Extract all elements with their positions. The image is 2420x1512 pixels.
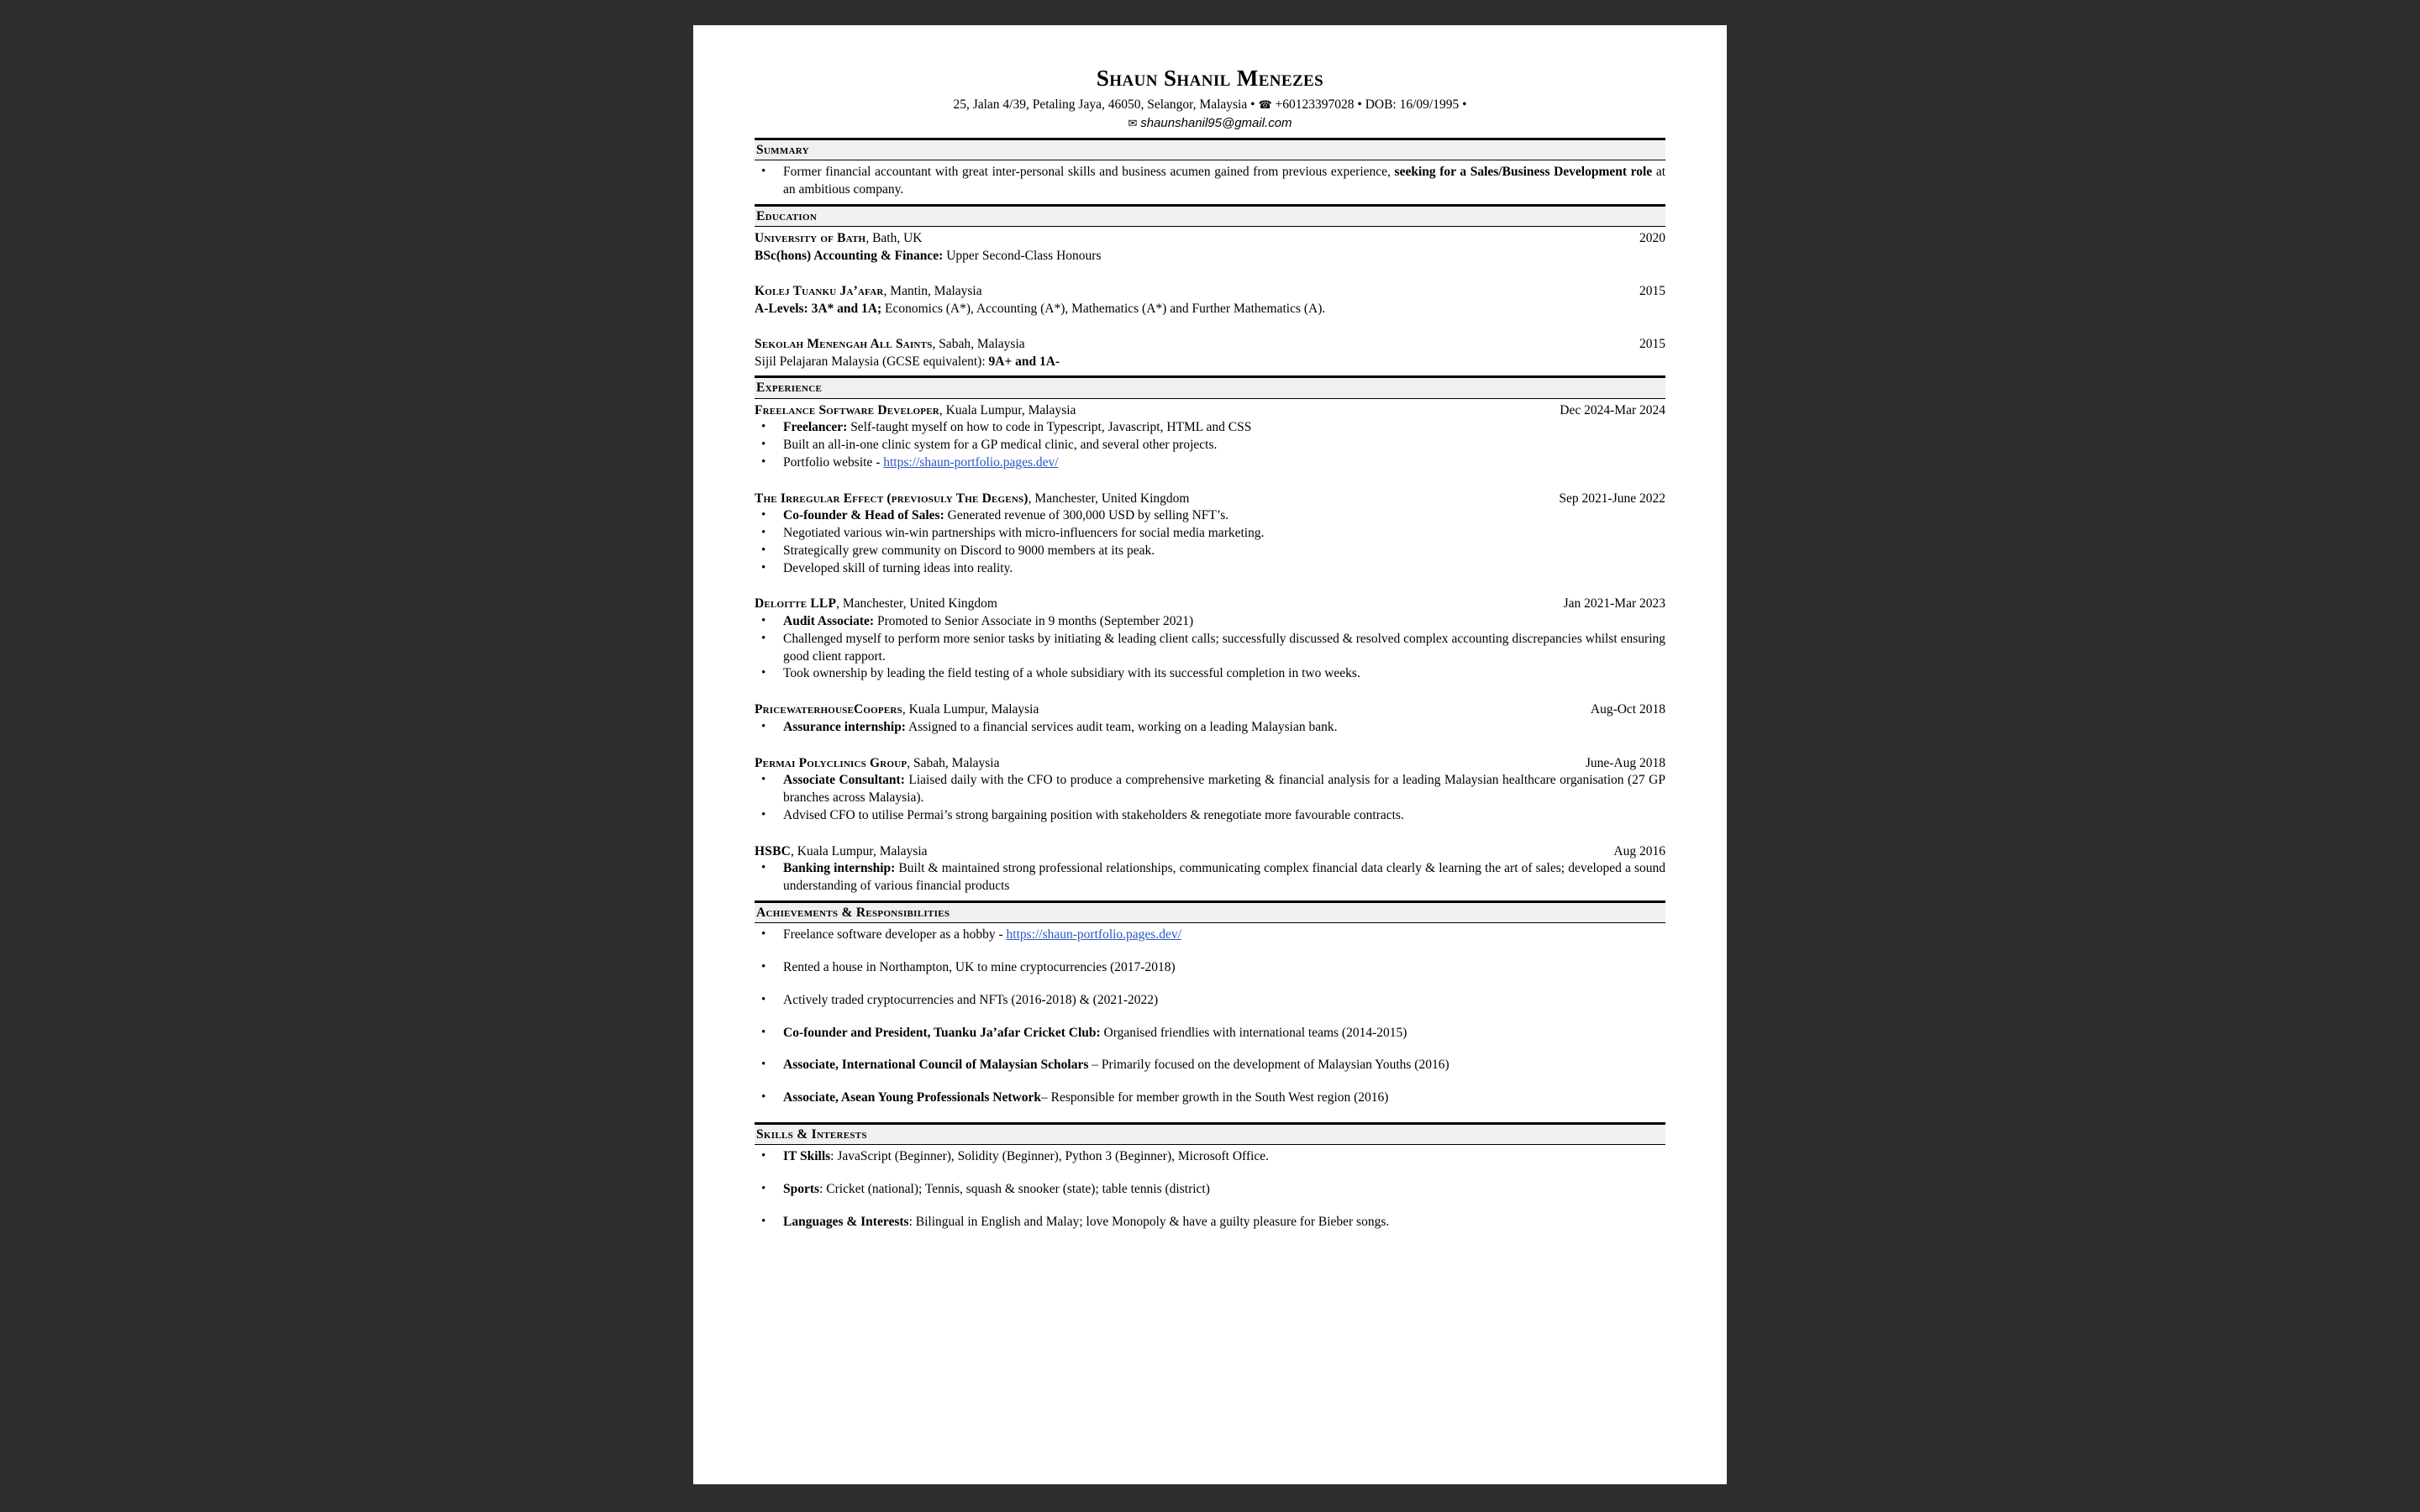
bullet-item <box>755 992 1665 1010</box>
body-text: Former financial accountant with great inter-personal skills and business acumen gained from previous experience, <box>783 165 1395 180</box>
body-text: Rented a house in Northampton, UK to mine cryptocurrencies (2017-2018) <box>783 959 1176 974</box>
body-text: Advised CFO to utilise Permai’s strong bargaining position with stakeholders & renegotiate more favourable contracts. <box>783 807 1404 822</box>
contact-line-1 <box>755 96 1665 114</box>
degree-title: A-Levels: 3A* and 1A; <box>755 301 882 316</box>
experience-entry-head <box>755 402 1665 419</box>
emphasis-text: seeking for a Sales/Business Development role <box>1394 165 1653 180</box>
company-name: Freelance Software Developer, Kuala Lumpur, Malaysia <box>755 402 1076 417</box>
body-text: Portfolio website - <box>783 454 884 470</box>
body-text: at an ambitious company. <box>783 165 1666 197</box>
experience-entry-head <box>755 491 1665 507</box>
entry-spacer <box>755 683 1665 701</box>
institution-location: , Sabah, Malaysia <box>932 337 1025 352</box>
body-text: Developed skill of turning ideas into reality. <box>783 560 1013 575</box>
body-text: Promoted to Senior Associate in 9 months (September 2021) <box>874 613 1194 628</box>
bullet-item <box>755 164 1665 199</box>
bullet-item <box>755 719 1665 737</box>
experience-bullet-list <box>755 860 1665 895</box>
bullet-item <box>755 807 1665 825</box>
bullet-item <box>755 507 1665 525</box>
degree-result: Upper Second-Class Honours <box>943 248 1102 263</box>
separator-bullet: • <box>1357 97 1362 113</box>
body-text: Generated revenue of 300,000 USD by selling NFT’s. <box>944 508 1229 523</box>
body-text: – Primarily focused on the development of Malaysian Youths (2016) <box>1088 1058 1449 1073</box>
bullet-item <box>755 1214 1665 1231</box>
body-text: Negotiated various win-win partnerships with micro-influencers for social media marketing. <box>783 525 1265 540</box>
email-address: shaunshanil95@gmail.com <box>1140 116 1292 131</box>
bullet-item <box>755 959 1665 977</box>
candidate-name: Shaun Shanil Menezes <box>1096 66 1324 91</box>
experience-bullet-list <box>755 507 1665 577</box>
body-text: Strategically grew community on Discord to 9000 members at its peak. <box>783 543 1155 558</box>
entry-spacer <box>755 318 1665 336</box>
portfolio-link[interactable]: https://shaun-portfolio.pages.dev/ <box>1006 927 1181 942</box>
section-body-skills <box>755 1145 1665 1231</box>
entry-spacer <box>755 265 1665 283</box>
bullet-item <box>755 772 1665 807</box>
company-name: PricewaterhouseCoopers, Kuala Lumpur, Malaysia <box>755 702 1039 717</box>
emphasis-text: Banking internship: <box>783 860 896 875</box>
emphasis-text: Associate, Asean Young Professionals Network <box>783 1090 1041 1105</box>
emphasis-text: Assurance internship: <box>783 719 906 734</box>
body-text: Challenged myself to perform more senior tasks by initiating & leading client calls; successfully discussed & resolved complex accounting discrepancies whilst ensuring good client rapport. <box>783 631 1665 664</box>
experience-bullet-list <box>755 613 1665 683</box>
bullet-item <box>755 860 1665 895</box>
section-header-skills: Skills & Interests <box>755 1122 1665 1145</box>
skills-bullet-list <box>755 1148 1665 1231</box>
institution-name: Kolej Tuanku Ja’afar, Mantin, Malaysia <box>755 284 982 299</box>
bullet-item <box>755 631 1665 666</box>
employment-date: Sep 2021-June 2022 <box>1559 491 1665 506</box>
bullet-item <box>755 1089 1665 1107</box>
bullet-item <box>755 419 1665 437</box>
emphasis-text: IT Skills <box>783 1149 831 1164</box>
experience-bullet-list <box>755 772 1665 825</box>
resume-sheet <box>693 25 1727 1231</box>
envelope-icon: ✉ <box>1128 118 1138 131</box>
bullet-item <box>755 1181 1665 1199</box>
employment-date: Aug-Oct 2018 <box>1590 702 1665 717</box>
body-text: Assigned to a financial services audit team, working on a leading Malaysian bank. <box>905 719 1338 734</box>
experience-entry-head <box>755 755 1665 772</box>
experience-bullet-list <box>755 719 1665 737</box>
experience-entry <box>755 402 1665 472</box>
experience-entry <box>755 701 1665 736</box>
institution-location: , Bath, UK <box>865 231 923 246</box>
entry-spacer <box>755 737 1665 755</box>
body-text: : Cricket (national); Tennis, squash & snooker (state); table tennis (district) <box>819 1182 1210 1197</box>
education-date: 2015 <box>1639 337 1665 352</box>
emphasis-text: Freelancer: <box>783 420 848 435</box>
address-text: 25, Jalan 4/39, Petaling Jaya, 46050, Selangor, Malaysia <box>953 97 1248 113</box>
institution-name: Sekolah Menengah All Saints, Sabah, Malaysia <box>755 337 1025 352</box>
employment-date: Aug 2016 <box>1613 843 1665 858</box>
section-body-experience <box>755 399 1665 895</box>
emphasis-text: Languages & Interests <box>783 1215 909 1230</box>
education-detail <box>755 301 1665 318</box>
company-name: Deloitte LLP, Manchester, United Kingdom <box>755 596 997 612</box>
section-header-summary: Summary <box>755 138 1665 160</box>
education-detail <box>755 248 1665 265</box>
emphasis-text: Sports <box>783 1182 820 1197</box>
degree-result: Economics (A*), Accounting (A*), Mathematics (A*) and Further Mathematics (A). <box>881 301 1326 316</box>
section-body-achievements <box>755 923 1665 1107</box>
entry-spacer <box>755 577 1665 596</box>
entry-spacer <box>755 825 1665 843</box>
body-text: Built an all-in-one clinic system for a GP medical clinic, and several other projects. <box>783 437 1218 452</box>
entry-spacer <box>755 472 1665 491</box>
education-entry <box>755 336 1665 370</box>
telephone-icon: ☎ <box>1258 99 1272 113</box>
education-entry-head <box>755 336 1665 353</box>
qualification-name: Sijil Pelajaran Malaysia (GCSE equivalent): <box>755 354 989 369</box>
contact-line-2 <box>755 114 1665 133</box>
emphasis-text: Co-founder and President, Tuanku Ja’afar Cricket Club: <box>783 1025 1101 1040</box>
bullet-item <box>755 560 1665 578</box>
bullet-item <box>755 543 1665 560</box>
education-date: 2020 <box>1639 231 1665 246</box>
bullet-item <box>755 1057 1665 1074</box>
company-location: , Sabah, Malaysia <box>907 755 1000 770</box>
experience-entry-head <box>755 596 1665 612</box>
body-text: Self-taught myself on how to code in Typescript, Javascript, HTML and CSS <box>847 420 1252 435</box>
company-name: Permai Polyclinics Group, Sabah, Malaysia <box>755 755 1000 770</box>
emphasis-text: Associate, International Council of Malaysian Scholars <box>783 1058 1089 1073</box>
achievements-bullet-list <box>755 927 1665 1107</box>
education-detail <box>755 354 1665 370</box>
company-location: , Manchester, United Kingdom <box>1028 491 1190 506</box>
experience-entry <box>755 596 1665 683</box>
resume-page <box>693 25 1727 1484</box>
experience-entry <box>755 843 1665 895</box>
experience-entry-head <box>755 843 1665 860</box>
body-text: Organised friendlies with international teams (2014-2015) <box>1100 1025 1407 1040</box>
bullet-item <box>755 1148 1665 1166</box>
employment-date: Jan 2021-Mar 2023 <box>1563 596 1665 612</box>
summary-bullet-list <box>755 164 1665 199</box>
education-entry <box>755 283 1665 318</box>
date-of-birth: DOB: 16/09/1995 <box>1365 97 1460 113</box>
separator-bullet: • <box>1462 97 1467 113</box>
body-text: Took ownership by leading the field testing of a whole subsidiary with its successful completion in two weeks. <box>783 666 1360 681</box>
bullet-item <box>755 927 1665 944</box>
qualification-result: 9A+ and 1A- <box>988 354 1060 369</box>
education-date: 2015 <box>1639 284 1665 299</box>
emphasis-text: Co-founder & Head of Sales: <box>783 508 944 523</box>
bullet-item <box>755 613 1665 631</box>
education-entry <box>755 230 1665 265</box>
employment-date: Dec 2024-Mar 2024 <box>1560 402 1665 417</box>
company-location: , Manchester, United Kingdom <box>836 596 997 612</box>
experience-entry-head <box>755 701 1665 718</box>
portfolio-link[interactable]: https://shaun-portfolio.pages.dev/ <box>883 454 1059 470</box>
company-location: , Kuala Lumpur, Malaysia <box>902 702 1039 717</box>
experience-entry <box>755 755 1665 825</box>
experience-entry <box>755 491 1665 578</box>
company-location: , Kuala Lumpur, Malaysia <box>939 402 1076 417</box>
bullet-item <box>755 665 1665 683</box>
company-name: The Irregular Effect (previosuly The Degens), Manchester, United Kingdom <box>755 491 1190 506</box>
bullet-item <box>755 1025 1665 1042</box>
education-entry-head <box>755 230 1665 247</box>
section-header-education: Education <box>755 204 1665 227</box>
bullet-item <box>755 437 1665 454</box>
bullet-item <box>755 525 1665 543</box>
institution-location: , Mantin, Malaysia <box>883 284 982 299</box>
section-body-education <box>755 227 1665 370</box>
section-body-summary <box>755 160 1665 199</box>
emphasis-text: Audit Associate: <box>783 613 875 628</box>
separator-bullet: • <box>1250 97 1255 113</box>
education-entry-head <box>755 283 1665 300</box>
body-text: Freelance software developer as a hobby - <box>783 927 1007 942</box>
company-name: HSBC, Kuala Lumpur, Malaysia <box>755 843 928 858</box>
section-header-experience: Experience <box>755 375 1665 398</box>
bullet-item <box>755 454 1665 472</box>
company-location: , Kuala Lumpur, Malaysia <box>791 843 928 858</box>
body-text: Liaised daily with the CFO to produce a comprehensive marketing & financial analysis for a leading Malaysian healthcare organisation (27 GP branches across Malaysia). <box>783 772 1665 805</box>
employment-date: June-Aug 2018 <box>1585 755 1665 770</box>
degree-title: BSc(hons) Accounting & Finance: <box>755 248 944 263</box>
experience-bullet-list <box>755 419 1665 472</box>
body-text: : JavaScript (Beginner), Solidity (Beginner), Python 3 (Beginner), Microsoft Office. <box>830 1149 1270 1164</box>
phone-number: +60123397028 <box>1275 97 1355 113</box>
emphasis-text: Associate Consultant: <box>783 772 905 787</box>
body-text: Built & maintained strong professional relationships, communicating complex financial data clearly & learning the art of sales; developed a sound understanding of various financial products <box>783 860 1666 893</box>
body-text: : Bilingual in English and Malay; love Monopoly & have a guilty pleasure for Bieber songs. <box>908 1215 1390 1230</box>
body-text: Actively traded cryptocurrencies and NFTs (2016-2018) & (2021-2022) <box>783 992 1159 1007</box>
institution-name: University of Bath, Bath, UK <box>755 231 923 246</box>
body-text: – Responsible for member growth in the South West region (2016) <box>1041 1090 1389 1105</box>
section-header-achievements: Achievements & Responsibilities <box>755 900 1665 923</box>
